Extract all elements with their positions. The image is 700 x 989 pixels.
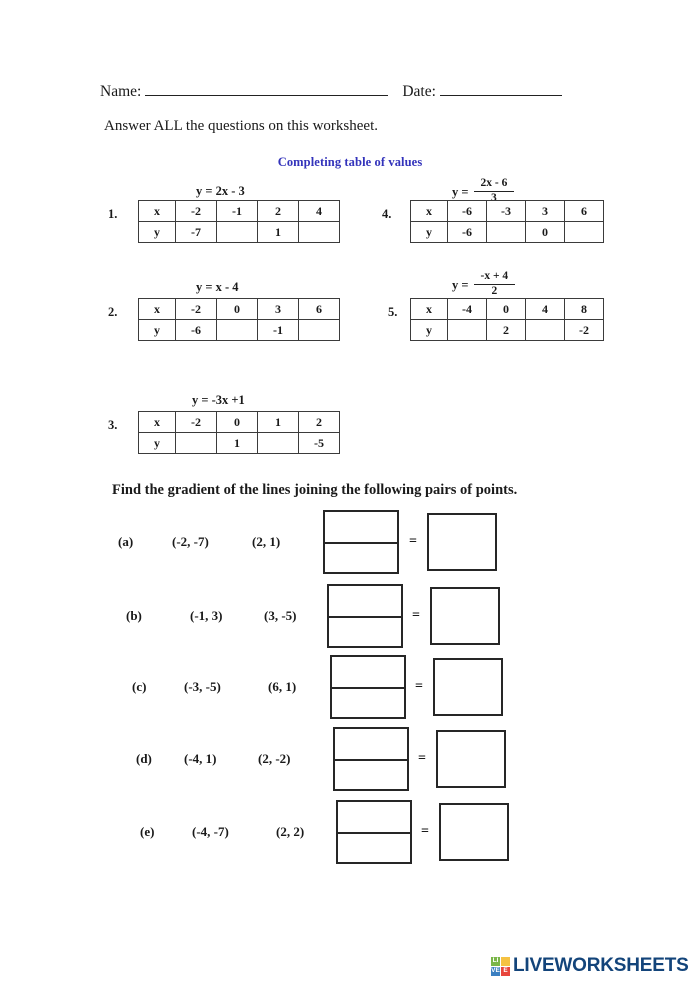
x-row-cell: 6 (565, 201, 604, 222)
y-row-cell: 0 (526, 222, 565, 243)
values-table (138, 200, 340, 243)
gradient-numerator-input[interactable] (325, 512, 397, 542)
gradient-answer-input[interactable] (436, 730, 506, 788)
x-row-cell: 3 (526, 201, 565, 222)
x-row (411, 299, 604, 320)
name-input-blank[interactable] (145, 83, 388, 96)
y-row-cell: -6 (448, 222, 487, 243)
x-row (139, 299, 340, 320)
gradient-question-row (0, 800, 700, 864)
liveworksheets-brand-text: LIVEWORKSHEETS (513, 955, 689, 976)
table-equation (192, 393, 245, 408)
equals-sign: = (409, 534, 417, 549)
x-row (139, 412, 340, 433)
name-label: Name: (100, 83, 142, 100)
x-row-header: x (139, 299, 176, 320)
x-row (411, 201, 604, 222)
table-question-number: 5. (388, 305, 398, 319)
y-row-input-cell[interactable] (217, 320, 258, 341)
y-row-cell: 1 (217, 433, 258, 454)
equation-lhs: y = (452, 184, 469, 199)
equals-sign: = (421, 824, 429, 839)
y-row-header: y (139, 222, 176, 243)
values-table (410, 200, 604, 243)
x-row-cell: 2 (258, 201, 299, 222)
equals-sign: = (415, 679, 423, 694)
gradient-fraction-box (333, 727, 409, 791)
section-title: Completing table of values (277, 155, 423, 169)
y-row-input-cell[interactable] (176, 433, 217, 454)
x-row (139, 201, 340, 222)
gradient-answer-input[interactable] (439, 803, 509, 861)
table-question-number: 3. (108, 418, 118, 432)
logo-cell (501, 957, 510, 966)
x-row-cell: 8 (565, 299, 604, 320)
table-equation (196, 280, 239, 295)
table-equation (196, 184, 245, 199)
equals-sign: = (412, 608, 420, 623)
x-row-cell: 3 (258, 299, 299, 320)
y-row-header: y (411, 222, 448, 243)
gradient-denominator-input[interactable] (325, 542, 397, 572)
y-row (139, 222, 340, 243)
values-table (410, 298, 604, 341)
liveworksheets-logo-icon (491, 957, 510, 976)
gradient-point-1: (-4, 1) (184, 751, 217, 766)
gradient-fraction-box (330, 655, 406, 719)
equation-lhs: y = (452, 277, 469, 292)
y-row-input-cell[interactable] (565, 222, 604, 243)
x-row-cell: 0 (487, 299, 526, 320)
x-row-cell: -3 (487, 201, 526, 222)
gradient-fraction-box (323, 510, 399, 574)
equation-lhs: y = -3x +1 (192, 393, 245, 407)
y-row-input-cell[interactable] (258, 433, 299, 454)
x-row-cell: 2 (299, 412, 340, 433)
y-row (411, 320, 604, 341)
y-row (411, 222, 604, 243)
y-row-header: y (139, 320, 176, 341)
date-label: Date: (402, 83, 436, 100)
y-row-cell: -5 (299, 433, 340, 454)
x-row-cell: -4 (448, 299, 487, 320)
table-question-number: 1. (108, 207, 118, 221)
y-row-cell: -2 (565, 320, 604, 341)
instruction-text: Answer ALL the questions on this worksheet. (104, 118, 378, 134)
gradient-answer-input[interactable] (427, 513, 497, 571)
gradient-item-letter: (b) (126, 608, 142, 623)
gradient-section-heading: Find the gradient of the lines joining the following pairs of points. (112, 482, 518, 498)
y-row-input-cell[interactable] (526, 320, 565, 341)
logo-cell: LI (492, 956, 499, 964)
gradient-point-2: (2, -2) (258, 751, 291, 766)
gradient-question-row (0, 510, 700, 574)
liveworksheets-footer (491, 955, 689, 977)
gradient-denominator-input[interactable] (338, 832, 410, 862)
y-row (139, 433, 340, 454)
fraction-denominator: 2 (491, 284, 498, 297)
equation-lhs: y = 2x - 3 (196, 184, 245, 198)
gradient-question-row (0, 584, 700, 648)
y-row-cell: -6 (176, 320, 217, 341)
x-row-cell: 4 (526, 299, 565, 320)
logo-cell: VE (491, 966, 500, 974)
y-row-input-cell[interactable] (487, 222, 526, 243)
y-row (139, 320, 340, 341)
x-row-header: x (411, 201, 448, 222)
x-row-cell: 0 (217, 299, 258, 320)
y-row-cell: -7 (176, 222, 217, 243)
gradient-answer-input[interactable] (433, 658, 503, 716)
y-row-input-cell[interactable] (299, 320, 340, 341)
gradient-item-letter: (c) (132, 679, 147, 694)
gradient-point-1: (-4, -7) (192, 824, 229, 839)
gradient-numerator-input[interactable] (335, 729, 407, 759)
x-row-header: x (139, 201, 176, 222)
equals-sign: = (418, 751, 426, 766)
gradient-fraction-box (336, 800, 412, 864)
gradient-numerator-input[interactable] (332, 657, 404, 687)
y-row-cell: 1 (258, 222, 299, 243)
equation-fraction (474, 271, 516, 297)
gradient-point-1: (-2, -7) (172, 534, 209, 549)
gradient-question-row (0, 727, 700, 791)
y-row-input-cell[interactable] (448, 320, 487, 341)
gradient-point-2: (2, 2) (276, 824, 305, 839)
x-row-cell: 6 (299, 299, 340, 320)
gradient-fraction-box (327, 584, 403, 648)
x-row-cell: -6 (448, 201, 487, 222)
y-row-header: y (411, 320, 448, 341)
x-row-cell: 4 (299, 201, 340, 222)
table-equation (452, 272, 515, 298)
x-row-cell: 0 (217, 412, 258, 433)
gradient-point-1: (-1, 3) (190, 608, 223, 623)
x-row-cell: -1 (217, 201, 258, 222)
gradient-numerator-input[interactable] (338, 802, 410, 832)
gradient-answer-input[interactable] (430, 587, 500, 645)
date-input-blank[interactable] (440, 83, 562, 96)
x-row-cell: 1 (258, 412, 299, 433)
equation-lhs: y = x - 4 (196, 280, 239, 294)
table-question-number: 2. (108, 305, 118, 319)
gradient-point-1: (-3, -5) (184, 679, 221, 694)
logo-cell: E (501, 967, 510, 976)
fraction-numerator: 2x - 6 (474, 178, 515, 192)
gradient-denominator-input[interactable] (335, 759, 407, 789)
y-row-input-cell[interactable] (217, 222, 258, 243)
fraction-numerator: -x + 4 (474, 271, 516, 285)
x-row-cell: -2 (176, 201, 217, 222)
values-table (138, 298, 340, 341)
gradient-denominator-input[interactable] (332, 687, 404, 717)
gradient-item-letter: (d) (136, 751, 152, 766)
x-row-header: x (139, 412, 176, 433)
table-question-number: 4. (382, 207, 392, 221)
y-row-input-cell[interactable] (299, 222, 340, 243)
gradient-item-letter: (e) (140, 824, 155, 839)
y-row-header: y (139, 433, 176, 454)
gradient-denominator-input[interactable] (329, 616, 401, 646)
gradient-point-2: (3, -5) (264, 608, 297, 623)
gradient-point-2: (6, 1) (268, 679, 297, 694)
gradient-numerator-input[interactable] (329, 586, 401, 616)
gradient-question-row (0, 655, 700, 719)
x-row-cell: -2 (176, 299, 217, 320)
x-row-cell: -2 (176, 412, 217, 433)
name-date-row (100, 83, 600, 101)
y-row-cell: 2 (487, 320, 526, 341)
gradient-point-2: (2, 1) (252, 534, 281, 549)
y-row-cell: -1 (258, 320, 299, 341)
x-row-header: x (411, 299, 448, 320)
fraction-denominator: 3 (491, 191, 497, 204)
values-table (138, 411, 340, 454)
gradient-item-letter: (a) (118, 534, 134, 549)
